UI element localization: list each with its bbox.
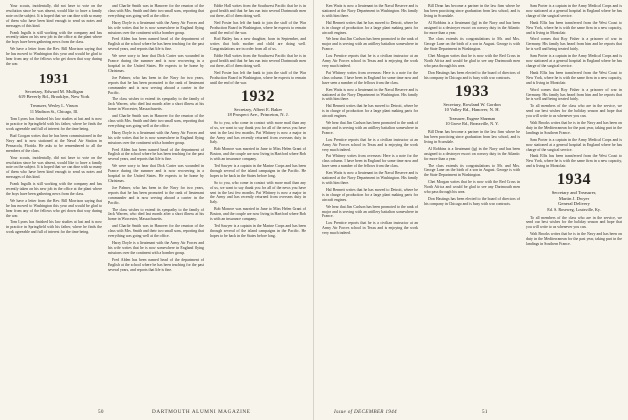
page-number-left: 50 <box>98 409 104 415</box>
paragraph: So to you, who come in contact with more mail than any of us, we want to say thank you for all of the news you have sent in the last few months. Pat Whitney is now a major in the Army and has recently returned from overseas duty in Italy. <box>210 180 306 205</box>
left-page <box>6 4 306 403</box>
class-year-1934: 1934 <box>557 171 591 189</box>
paragraph: Lou Prentice reports that he is a civilian instructor at an Army Air Forces school in Texas and is enjoying the work very much indeed. <box>322 221 418 236</box>
secretary-line: Secretary and Treasurer, <box>551 190 597 196</box>
paragraph: Word comes that Roy Fisher is a prisoner of war in Germany. His family has heard from him and he reports that he is well and being treated fairly. <box>526 87 622 102</box>
paragraph: Harry Doyle is a lieutenant with the Army Air Forces and his wife writes that he is now somewhere in England flying missions over the continent with a bomber group. <box>108 20 204 35</box>
paragraph: We hear that Jim Carlson has been promoted to the rank of major and is serving with an artillery battalion somewhere in France. <box>322 204 418 219</box>
paragraph: Hank Ellis has been transferred from the West Coast to New York, where he is with the same firm in a new capacity, and is living in Montclair. <box>526 154 622 169</box>
paragraph: Ken Watts is now a lieutenant in the Naval Reserve and is stationed at the Navy Department in Washington. His family is with him there. <box>322 87 418 102</box>
treasurer-line: Treasurer, Wesley L. Vinson <box>30 103 78 109</box>
paragraph: Bill Dean has become a partner in the law firm where he has been practicing since graduation from law school, and is living in Scarsdale. <box>424 4 520 18</box>
paragraph: Frank Ingalls is still working with the company and has recently taken on his new job in the office at the plant where the boys have been gathering news from the class. <box>6 182 102 196</box>
secretary-address: 619 Beverly Rd., Brooklyn, New York <box>18 94 90 100</box>
paragraph: Eddie Hall writes from the Southwest Pacific that he is in good health and that he has run into several Dartmouth men out there, all of them doing well. <box>210 54 306 68</box>
paragraph: Sam Porter is a captain in the Army Medical Corps and is now stationed at a general hospital in England where he has charge of the surgical service. <box>526 137 622 152</box>
paragraph: The class wishes to extend its sympathy to the family of Jack Warren, who died last month after a short illness at his home in Worcester, Massachusetts. <box>108 97 204 112</box>
right-column-2 <box>424 4 520 403</box>
paragraph: Pat Whitney writes from overseas: Here is a note for the class column. I have been in England for some time now and have seen a number of the fellows from the class. <box>322 154 418 169</box>
secretary-name: Martin J. Dwyer <box>558 195 590 201</box>
paragraph: Ken Watts is now a lieutenant in the Naval Reserve and is stationed at the Navy Department in Washington. His family is with him there. <box>322 4 418 18</box>
paragraph: We were sorry to hear that Dick Carter was wounded in France during the summer and is now recovering in a hospital in the United States. He expects to be home by Christmas. <box>108 54 204 73</box>
secretary-line: Secretary, Rowland W. Gordon <box>443 101 501 107</box>
paragraph: Hal Bennett writes that he has moved to Detroit, where he is in charge of production for a large plant making parts for aircraft engines. <box>322 20 418 35</box>
secretary-address: General Delivery <box>558 201 590 207</box>
paragraph: Ted Sawyer is a captain in the Marine Corps and has been through several of the island campaigns in the Pacific. He hopes to be back in the States before long. <box>210 164 306 178</box>
paragraph: Frank Ingalls is still working with the company and has recently taken on his new job in the office at the plant where the boys have been gathering news from the class. <box>6 30 102 45</box>
paragraph: Sam Porter is a captain in the Army Medical Corps and is now stationed at a general hospital in England where he has charge of the surgical service. <box>526 54 622 68</box>
paragraph: Harry Doyle is a lieutenant with the Army Air Forces and his wife writes that he is now somewhere in England flying missions over the continent with a bomber group. <box>108 130 204 145</box>
paragraph: Fred Alden has been named head of the department of English at the school where he has been teaching for the past several years, and reports that life is fine. <box>108 37 204 52</box>
paragraph: Chet Morgan writes that he is now with the Red Cross in North Africa and would be glad to see any Dartmouth men who pass through his area. <box>424 180 520 195</box>
paragraph: Fred Alden has been named head of the department of English at the school where he has been teaching for the past several years, and reports that life is fine. <box>108 257 204 272</box>
paragraph: To all members of the class who are in the service, we send our best wishes for the holiday season and hope that you will write to us whenever you can. <box>526 104 622 119</box>
paragraph: Rod Bailey has a new daughter, born in September, and writes that both mother and child are doing well. Congratulations are in order from all of us. <box>210 37 306 52</box>
paragraph: Lou Prentice reports that he is a civilian instructor at an Army Air Forces school in Texas and is enjoying the work very much indeed. <box>322 137 418 152</box>
paragraph: Fred Alden has been named head of the department of English at the school where he has been teaching for the past several years, and reports that life is fine. <box>108 147 204 162</box>
secretary-address: 18 Prospect Ave., Princeton, N. J. <box>227 112 289 118</box>
class-year-1931: 1931 <box>39 71 69 87</box>
paragraph: Eddie Hall writes from the Southwest Pacific that he is in good health and that he has run into several Dartmouth men out there, all of them doing well. <box>210 4 306 18</box>
paragraph: Walt Brooks writes that he is in the Navy and has been on duty in the Mediterranean for the past year, taking part in the landings in Southern France. <box>526 232 622 247</box>
paragraph: We were sorry to hear that Dick Carter was wounded in France during the summer and is now recovering in a hospital in the United States. He expects to be home by Christmas. <box>108 164 204 183</box>
magazine-title: DARTMOUTH ALUMNI MAGAZINE <box>152 409 251 415</box>
paragraph: Tom Lyons has finished his law studies at last and is now in practice in Springfield with his father, where he finds the work agreeable and full of interest for the time being. <box>6 220 102 235</box>
left-column-3 <box>210 4 306 403</box>
paragraph: To all members of the class who are in the service, we send our best wishes for the holiday season and hope that you will write to us whenever you can. <box>526 215 622 230</box>
secretary-line: Secretary, Albert E. Baker <box>233 106 283 112</box>
paragraph: Al Robbins is a lieutenant (jg) in the Navy and has been assigned to a destroyer escort on convoy duty in the Atlantic for more than a year. <box>424 20 520 35</box>
paragraph: Bob Monroe was married in June to Miss Helen Grant of Boston, and the couple are now living in Hartford where Bob is with an insurance company. <box>210 147 306 162</box>
paragraph: Don Hastings has been elected to the board of directors of his company in Chicago and is busy with war contracts. <box>424 196 520 206</box>
paragraph: Bud Coogan writes that he has been commissioned in the Navy and is now stationed at the Naval Air Station in Pensacola, Florida. He asks to be remembered to all the members of the class. <box>6 133 102 153</box>
paragraph: Joe Palmer, who has been in the Navy for two years, reports that he has been promoted to the rank of lieutenant commander and is now serving aboard a carrier in the Pacific. <box>108 75 204 95</box>
paragraph: The class extends its congratulations to Mr. and Mrs. George Lane on the birth of a son in August. George is with the State Department in Washington. <box>424 37 520 52</box>
paragraph: We hear that Jim Carlson has been promoted to the rank of major and is serving with an artillery battalion somewhere in France. <box>322 37 418 52</box>
paragraph: We hear that Jim Carlson has been promoted to the rank of major and is serving with an artillery battalion somewhere in France. <box>322 121 418 135</box>
paragraph: and Charlie Smith was in Hanover for the reunion of the class with Mrs. Smith and their two small sons, reporting that everything was going well at the office. <box>108 224 204 239</box>
paragraph: Bob Monroe was married in June to Miss Helen Grant of Boston, and the couple are now living in Hartford where Bob is with an insurance company. <box>210 207 306 222</box>
secretary-city: Ed. S. Roseweg, Louisville, Ky. <box>547 206 601 212</box>
paragraph: Hank Ellis has been transferred from the West Coast to New York, where he is with the same firm in a new capacity, and is living in Montclair. <box>526 20 622 35</box>
right-page <box>322 4 622 403</box>
secretary-line: Secretary, Edward M. Mulligan <box>24 88 83 94</box>
right-column-3 <box>526 4 622 403</box>
left-column-2 <box>108 4 204 403</box>
left-column-1 <box>6 4 102 403</box>
paragraph: We have a letter from the Rev. Bill Morrison saying that he has moved to Washington this year and would be glad to hear from any of the fellows who get down that way during the war. <box>6 47 102 66</box>
paragraph: Hal Bennett writes that he has moved to Detroit, where he is in charge of production for a large plant making parts for aircraft engines. <box>322 187 418 202</box>
paragraph: Ned Foster has left the bank to join the staff of the War Production Board in Washington, where he expects to remain until the end of the war. <box>210 70 306 85</box>
paragraph: Sam Porter is a captain in the Army Medical Corps and is now stationed at a general hospital in England where he has charge of the surgical service. <box>526 4 622 18</box>
page-gutter <box>313 0 314 420</box>
treasurer-address: 11 Madison St., Chicago, Ill. <box>29 108 79 114</box>
paragraph: Don Hastings has been elected to the board of directors of his company in Chicago and is busy with war contracts. <box>424 70 520 80</box>
right-column-1 <box>322 4 418 403</box>
paragraph: Your scouts, incidentally, did not have to vote on the resolution since he was absent, would like to have a family note on the subject. It is hoped that we can dine with so many of them who have been kind enough to send us notes and messages of this kind. <box>6 155 102 180</box>
paragraph: Hank Ellis has been transferred from the West Coast to New York, where he is with the same firm in a new capacity, and is living in Montclair. <box>526 70 622 85</box>
paragraph: Walt Brooks writes that he is in the Navy and has been on duty in the Mediterranean for the past year, taking part in the landings in Southern France. <box>526 121 622 135</box>
page-number-right: 51 <box>482 409 488 415</box>
paragraph: Al Robbins is a lieutenant (jg) in the Navy and has been assigned to a destroyer escort on convoy duty in the Atlantic for more than a year. <box>424 146 520 161</box>
paragraph: Hal Bennett writes that he has moved to Detroit, where he is in charge of production for a large plant making parts for aircraft engines. <box>322 104 418 119</box>
treasurer-address: 10 Grove Rd., Bronxville, N. Y. <box>445 121 499 127</box>
paragraph: We have a letter from the Rev. Bill Morrison saying that he has moved to Washington this year and would be glad to hear from any of the fellows who get down that way during the war. <box>6 198 102 218</box>
paragraph: Ted Sawyer is a captain in the Marine Corps and has been through several of the island campaigns in the Pacific. He hopes to be back in the States before long. <box>210 224 306 238</box>
paragraph: Joe Palmer, who has been in the Navy for two years, reports that he has been promoted to the rank of lieutenant commander and is now serving aboard a carrier in the Pacific. <box>108 185 204 205</box>
paragraph: Ken Watts is now a lieutenant in the Naval Reserve and is stationed at the Navy Department in Washington. His family is with him there. <box>322 171 418 185</box>
paragraph: Tom Lyons has finished his law studies at last and is now in practice in Springfield with his father, where he finds the work agreeable and full of interest for the time being. <box>6 117 102 132</box>
paragraph: and Charlie Smith was in Hanover for the reunion of the class with Mrs. Smith and their two small sons, reporting that everything was going well at the office. <box>108 4 204 18</box>
class-year-1932: 1932 <box>241 87 275 105</box>
paragraph: Chet Morgan writes that he is now with the Red Cross in North Africa and would be glad to see any Dartmouth men who pass through his area. <box>424 54 520 68</box>
treasurer-line: Treasurer, Eugene Sharman <box>448 115 496 121</box>
paragraph: Bill Dean has become a partner in the law firm where he has been practicing since graduation from law school, and is living in Scarsdale. <box>424 130 520 144</box>
paragraph: Harry Doyle is a lieutenant with the Army Air Forces and his wife writes that he is now somewhere in England flying missions over the continent with a bomber group. <box>108 240 204 255</box>
paragraph: So to you, who come in contact with more mail than any of us, we want to say thank you for all of the news you have sent in the last few months. Pat Whitney is now a major in the Army and has recently returned from overseas duty in Italy. <box>210 120 306 145</box>
paragraph: and Charlie Smith was in Hanover for the reunion of the class with Mrs. Smith and their two small sons, reporting that everything was going well at the office. <box>108 114 204 128</box>
issue-label: Issue of DECEMBER 1944 <box>334 409 397 415</box>
paragraph: Lou Prentice reports that he is a civilian instructor at an Army Air Forces school in Texas and is enjoying the work very much indeed. <box>322 54 418 68</box>
secretary-address: 10 Valley Rd., Hanover, N. H. <box>444 107 500 113</box>
paragraph: The class wishes to extend its sympathy to the family of Jack Warren, who died last month after a short illness at his home in Worcester, Massachusetts. <box>108 207 204 222</box>
class-year-1933: 1933 <box>455 82 489 100</box>
paragraph: The class extends its congratulations to Mr. and Mrs. George Lane on the birth of a son in August. George is with the State Department in Washington. <box>424 163 520 178</box>
paragraph: Your scouts, incidentally, did not have to vote on the resolution since he was absent, would like to have a family note on the subject. It is hoped that we can dine with so many of them who have been kind enough to send us notes and messages of this kind. <box>6 4 102 28</box>
paragraph: Ned Foster has left the bank to join the staff of the War Production Board in Washington, where he expects to remain until the end of the war. <box>210 20 306 35</box>
paragraph: Pat Whitney writes from overseas: Here is a note for the class column. I have been in England for some time now and have seen a number of the fellows from the class. <box>322 70 418 85</box>
paragraph: Word comes that Roy Fisher is a prisoner of war in Germany. His family has heard from him and he reports that he is well and being treated fairly. <box>526 37 622 52</box>
